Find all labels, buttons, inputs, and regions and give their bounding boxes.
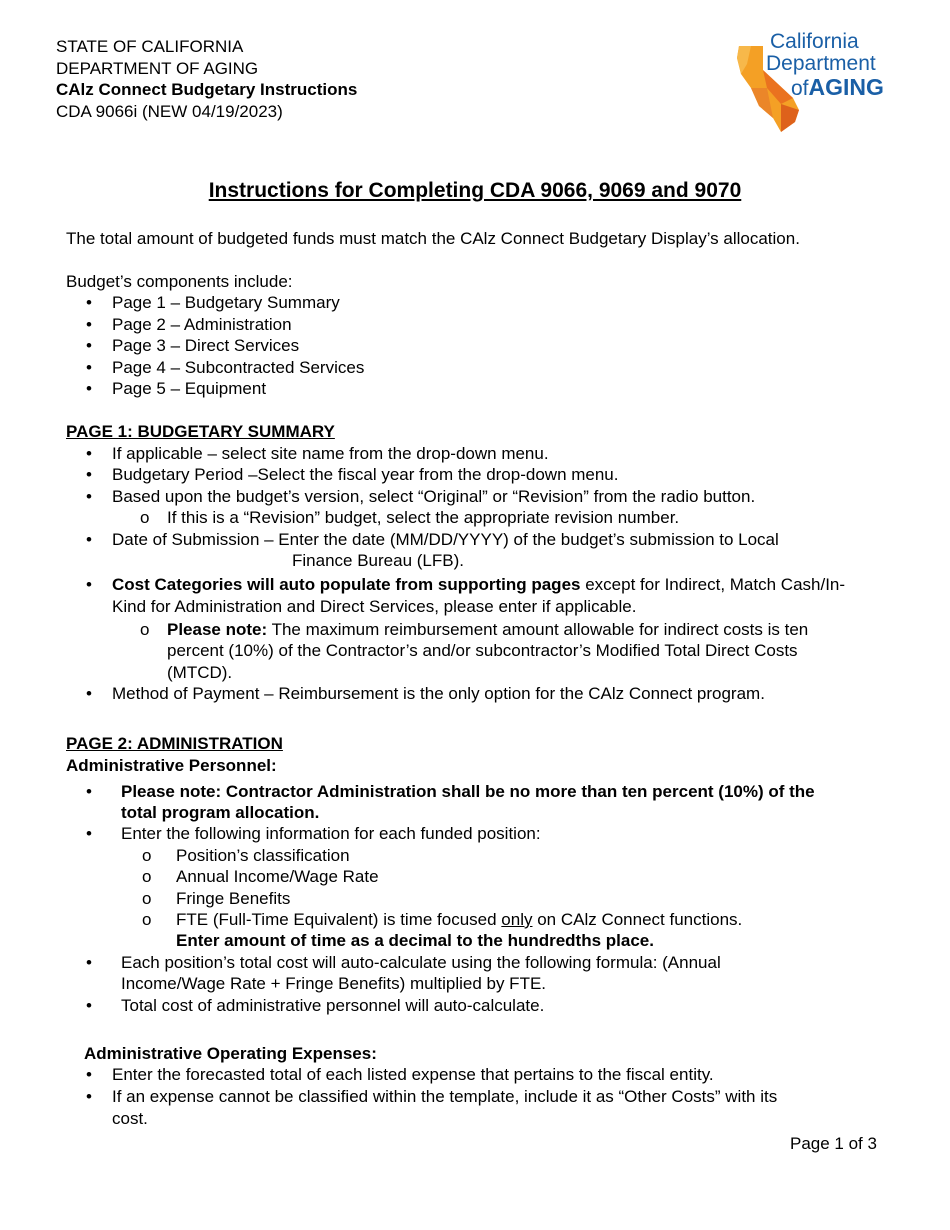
- enter-info-item: Enter the following information for each funded position:: [121, 824, 541, 843]
- page1-indirect-note-line3: (MTCD).: [167, 663, 233, 682]
- page-number: Page 1 of 3: [790, 1134, 877, 1153]
- bullet-marker: •: [86, 358, 92, 377]
- bullet-marker: •: [86, 336, 92, 355]
- form-number: CDA 9066i (NEW 04/19/2023): [56, 102, 283, 121]
- agency-line-state: STATE OF CALIFORNIA: [56, 37, 244, 56]
- cost-categories-rest: except for Indirect, Match Cash/In-: [580, 575, 846, 594]
- page1-indirect-note-line1: [167, 619, 808, 641]
- opex-other-costs-line2: cost.: [112, 1109, 148, 1128]
- bullet-marker: •: [86, 824, 92, 843]
- admin-personnel-heading: Administrative Personnel:: [66, 756, 277, 775]
- bullet-marker: •: [86, 684, 92, 703]
- list-item: Page 4 – Subcontracted Services: [112, 358, 365, 377]
- sub-bullet-marker: o: [142, 846, 152, 865]
- page-title: Instructions for Completing CDA 9066, 9069 and 9070: [208, 179, 742, 202]
- logo-of-text: of: [791, 77, 809, 100]
- logo-aging-text: AGING: [808, 74, 884, 100]
- fte-item-line2: Enter amount of time as a decimal to the hundredths place.: [176, 931, 654, 950]
- page1-submission-date-line1: Date of Submission – Enter the date (MM/DD/YYYY) of the budget’s submission to Local: [112, 530, 779, 549]
- admin-limit-note-line2: total program allocation.: [121, 803, 320, 822]
- logo-of-aging-text: [791, 75, 884, 101]
- admin-limit-note-line1: Please note: Contractor Administration shall be no more than ten percent (10%) of the: [121, 782, 815, 801]
- page1-payment-method-item: Method of Payment – Reimbursement is the only option for the CAlz Connect program.: [112, 684, 765, 703]
- components-label: Budget’s components include:: [66, 272, 293, 291]
- bullet-marker: •: [86, 996, 92, 1015]
- sub-bullet-marker: o: [140, 508, 150, 527]
- page1-budget-period-item: Budgetary Period –Select the fiscal year from the drop-down menu.: [112, 465, 619, 484]
- bullet-marker: •: [86, 575, 92, 594]
- logo-california-text: California: [770, 30, 859, 53]
- bullet-marker: •: [86, 953, 92, 972]
- page1-submission-date-line2: Finance Bureau (LFB).: [292, 551, 464, 570]
- indirect-note-text: The maximum reimbursement amount allowable for indirect costs is ten: [267, 620, 809, 639]
- document-title: CAlz Connect Budgetary Instructions: [56, 80, 358, 99]
- formula-item-line1: Each position’s total cost will auto-calculate using the following formula: (Annual: [121, 953, 721, 972]
- bullet-marker: •: [86, 1087, 92, 1106]
- page1-site-name-item: If applicable – select site name from the drop-down menu.: [112, 444, 549, 463]
- bullet-marker: •: [86, 1065, 92, 1084]
- page1-heading: PAGE 1: BUDGETARY SUMMARY: [66, 422, 335, 441]
- sub-list-item: Fringe Benefits: [176, 889, 291, 908]
- cost-categories-bold: Cost Categories will auto populate from supporting pages: [112, 575, 581, 594]
- page1-cost-categories-line1: [112, 574, 845, 596]
- page2-heading: PAGE 2: ADMINISTRATION: [66, 734, 283, 753]
- page1-indirect-note-line2: percent (10%) of the Contractor’s and/or subcontractor’s Modified Total Direct Costs: [167, 641, 798, 660]
- page1-version-item: Based upon the budget’s version, select “Original” or “Revision” from the radio button.: [112, 487, 756, 506]
- sub-list-item: Position’s classification: [176, 846, 350, 865]
- bullet-marker: •: [86, 530, 92, 549]
- formula-item-line2: Income/Wage Rate + Fringe Benefits) multiplied by FTE.: [121, 974, 547, 993]
- fte-text-post: on CAlz Connect functions.: [532, 910, 743, 929]
- page1-cost-categories-line2: Kind for Administration and Direct Services, please enter if applicable.: [112, 597, 637, 616]
- bullet-marker: •: [86, 465, 92, 484]
- intro-text: The total amount of budgeted funds must match the CAlz Connect Budgetary Display’s allocation.: [66, 229, 800, 248]
- sub-bullet-marker: o: [142, 889, 152, 908]
- page1-revision-subitem: If this is a “Revision” budget, select the appropriate revision number.: [167, 508, 680, 527]
- fte-text-only: only: [501, 910, 533, 929]
- bullet-marker: •: [86, 315, 92, 334]
- bullet-marker: •: [86, 379, 92, 398]
- list-item: Page 3 – Direct Services: [112, 336, 300, 355]
- sub-bullet-marker: o: [142, 867, 152, 886]
- bullet-marker: •: [86, 782, 92, 801]
- bullet-marker: •: [86, 444, 92, 463]
- please-note-label: Please note:: [167, 620, 268, 639]
- sub-list-item: Annual Income/Wage Rate: [176, 867, 379, 886]
- agency-line-department: DEPARTMENT OF AGING: [56, 59, 259, 78]
- cda-logo: [733, 30, 903, 135]
- bullet-marker: •: [86, 293, 92, 312]
- admin-opex-heading: Administrative Operating Expenses:: [84, 1044, 377, 1063]
- sub-bullet-marker: o: [140, 620, 150, 639]
- opex-forecast-item: Enter the forecasted total of each listed expense that pertains to the fiscal entity.: [112, 1065, 714, 1084]
- sub-bullet-marker: o: [142, 910, 152, 929]
- list-item: Page 2 – Administration: [112, 315, 292, 334]
- opex-other-costs-line1: If an expense cannot be classified within the template, include it as “Other Costs” with its: [112, 1087, 778, 1106]
- list-item: Page 5 – Equipment: [112, 379, 267, 398]
- logo-department-text: Department: [766, 52, 876, 75]
- list-item: Page 1 – Budgetary Summary: [112, 293, 340, 312]
- total-cost-item: Total cost of administrative personnel will auto-calculate.: [121, 996, 545, 1015]
- fte-text-pre: FTE (Full-Time Equivalent) is time focused: [176, 910, 502, 929]
- bullet-marker: •: [86, 487, 92, 506]
- fte-item-line1: [176, 909, 742, 931]
